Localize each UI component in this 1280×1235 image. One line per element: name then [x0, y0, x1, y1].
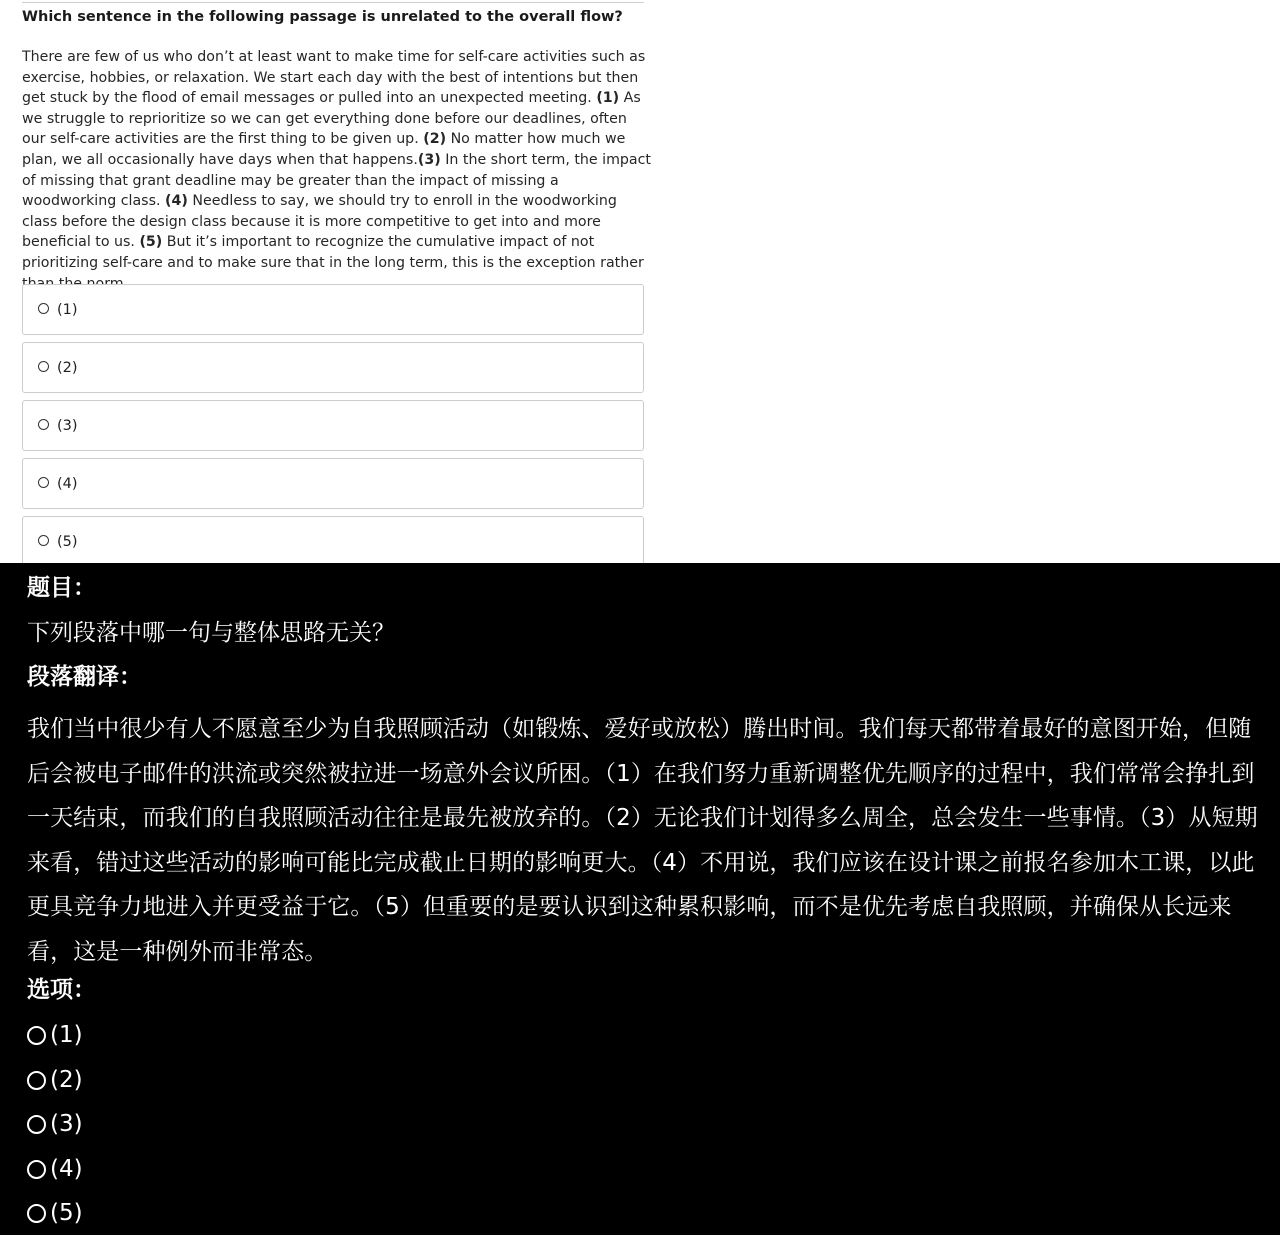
sentence-number: (1) — [596, 90, 620, 107]
option-1[interactable] — [22, 284, 644, 335]
radio-circle-icon[interactable] — [38, 419, 49, 430]
passage-run: But it’s important to recognize the cumulative impact of not prioritizing self-care and to make sure that in the long term, this is the exception rather — [22, 234, 644, 271]
passage-run: As we struggle to reprioritize so we can get everything done before our deadlines, often our self-care activities are the first thing to be given up. — [22, 90, 641, 148]
radio-circle-icon — [27, 1204, 46, 1223]
option-5[interactable] — [22, 516, 644, 563]
sentence-number: (5) — [139, 234, 163, 251]
option-label: (5) — [50, 1200, 83, 1226]
option-label: (4) — [57, 475, 78, 492]
chinese-translation-panel — [0, 563, 1280, 1235]
answer-options — [22, 284, 644, 563]
radio-circle-icon[interactable] — [38, 303, 49, 314]
option-3[interactable] — [22, 400, 644, 451]
radio-circle-icon — [27, 1160, 46, 1179]
option-label: (4) — [50, 1156, 83, 1182]
question-heading: 题目： — [27, 575, 96, 601]
translated-option-2 — [27, 1065, 83, 1095]
radio-circle-icon — [27, 1026, 46, 1045]
passage-text — [22, 47, 652, 294]
options-heading: 选项： — [27, 977, 96, 1003]
question-text: Which sentence in the following passage is unrelated to the overall flow? — [22, 9, 623, 25]
option-4[interactable] — [22, 458, 644, 509]
divider — [22, 2, 644, 3]
radio-circle-icon[interactable] — [38, 535, 49, 546]
translated-option-1 — [27, 1020, 83, 1050]
passage-run: In the short term, the impact of missing that grant deadline may be greater than the impact of missing a woodworking class. — [22, 151, 651, 210]
option-label: (3) — [57, 417, 78, 434]
sentence-number: (4) — [165, 193, 188, 210]
option-label: (5) — [57, 533, 78, 550]
option-label: (2) — [57, 359, 78, 376]
sentence-number: (2) — [423, 131, 447, 148]
passage-run: There are few of us who don’t at least want to make time for self-care activities such as exercise, hobbies, or relaxation. We start each day with the best of intentions but then get stuck by the flood of email messages or pulled into an unexpected meeting. — [22, 49, 646, 107]
question-translation: 下列段落中哪一句与整体思路无关？ — [27, 620, 395, 646]
radio-circle-icon — [27, 1071, 46, 1090]
radio-circle-icon[interactable] — [38, 477, 49, 488]
translated-option-5 — [27, 1198, 83, 1228]
radio-circle-icon[interactable] — [38, 361, 49, 372]
translated-option-4 — [27, 1154, 83, 1184]
translation-heading: 段落翻译： — [27, 664, 142, 690]
option-label: (1) — [57, 301, 78, 318]
sentence-number: (3) — [417, 151, 441, 168]
translated-option-3 — [27, 1109, 83, 1139]
passage-run: Needless to say, we should try to enroll in the woodworking class before the design class because it is more competitive to get into and more beneficial to us. — [22, 193, 617, 251]
option-label: (1) — [50, 1022, 83, 1048]
option-label: (2) — [50, 1067, 83, 1093]
radio-circle-icon — [27, 1115, 46, 1134]
option-label: (3) — [50, 1111, 83, 1137]
passage-translation: 我们当中很少有人不愿意至少为自我照顾活动（如锻炼、爱好或放松）腾出时间。我们每天都带着最好的意图开始，但随后会被电子邮件的洪流或突然被拉进一场意外会议所困。（1）在我们努力重新调整优先顺序的过程中，我们常常会挣扎到一天结束，而我们的自我照顾活动往往是最先被放弃的。（2）无论我们计划得多么周全，总会发生一些事情。（3）从短期来看，错过这些活动的影响可能比完成截止日期的影响更大。（4）不用说，我们应该在设计课之前报名参加木工课，以此更具竞争力地进入并更受益于它。（5）但重要的是要认识到这种累积影响，而不是优先考虑自我照顾，并确保从长远来看，这是一种例外而非常态。 — [27, 716, 1258, 965]
option-2[interactable] — [22, 342, 644, 393]
english-question-panel — [0, 0, 1280, 563]
passage-run: No matter how much we plan, we all occasionally have days when that happens. — [22, 131, 626, 168]
